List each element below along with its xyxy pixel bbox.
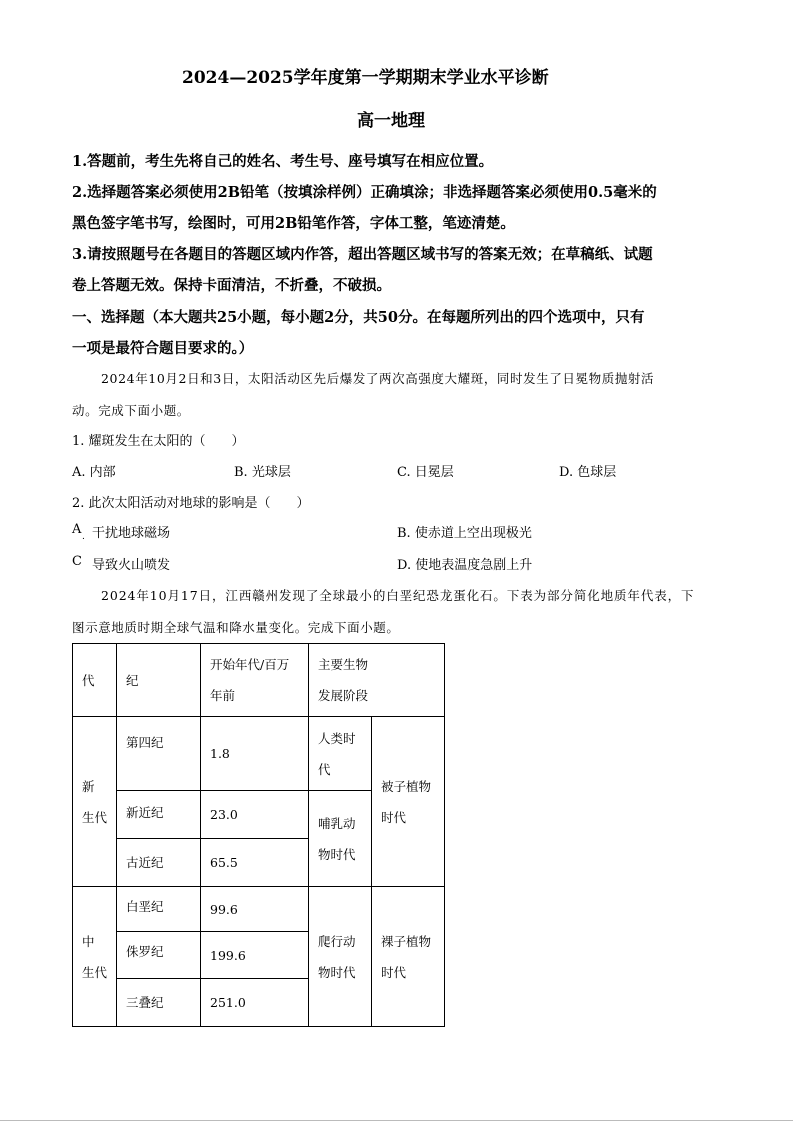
instruction-line: 黑色签字笔书写，绘图时，可用2B铅笔作答，字体工整，笔迹清楚。 <box>72 215 515 232</box>
table-row <box>73 887 445 932</box>
table-row <box>73 717 445 791</box>
bio-angiosperm <box>372 717 445 887</box>
q2-option-d: D. 使地表温度急剧上升 <box>397 558 533 573</box>
era-mesozoic-l1: 中 <box>82 933 95 949</box>
header-era: 代 <box>73 644 117 717</box>
header-start-l2: 年前 <box>210 688 236 703</box>
instruction-line: 卷上答题无效。保持卡面清洁，不折叠，不破损。 <box>72 277 391 294</box>
period-cell: 新近纪 <box>117 791 201 839</box>
era-cenozoic-l2: 生代 <box>82 809 108 825</box>
q1-option-d: D. 色球层 <box>559 465 617 480</box>
period-cell: 三叠纪 <box>117 979 201 1027</box>
header-start-l1: 开始年代/百万 <box>210 657 290 672</box>
bio-gymno-l1: 裸子植物 <box>381 933 432 949</box>
start-cell: 1.8 <box>201 717 309 791</box>
passage-1-line-2: 动。完成下面小题。 <box>72 403 190 418</box>
q2-option-b: B. 使赤道上空出现极光 <box>397 526 532 541</box>
geologic-time-table <box>72 643 445 1027</box>
q2-option-c: 导致火山喷发 <box>92 558 171 573</box>
header-bio <box>309 644 445 717</box>
q1-option-a: A. 内部 <box>72 465 116 480</box>
page-bottom-rule <box>0 1120 793 1121</box>
bio-mammal-l2: 物时代 <box>318 846 356 862</box>
bio-mammal-l1: 哺乳动 <box>318 815 356 831</box>
q2-option-a-letter: A <box>72 522 82 537</box>
bio-reptile-l2: 物时代 <box>318 964 356 980</box>
bio-mammal <box>309 791 372 887</box>
section-heading: 一、选择题（本大题共25小题，每小题2分，共50分。在每题所列出的四个选项中，只有 <box>72 309 645 326</box>
bio-angio-l2: 时代 <box>381 809 407 825</box>
bio-human <box>309 717 372 791</box>
page-subtitle: 高一地理 <box>357 111 425 131</box>
section-heading-cont: 一项是最符合题目要求的。） <box>72 340 254 357</box>
era-cenozoic <box>73 717 117 887</box>
header-start <box>201 644 309 717</box>
start-cell: 65.5 <box>201 839 309 887</box>
passage-1-line-1: 2024年10月2日和3日，太阳活动区先后爆发了两次高强度大耀斑，同时发生了日冕物质抛射活 <box>101 371 655 386</box>
period-cell: 白垩纪 <box>117 887 201 932</box>
passage-2-line-2: 图示意地质时期全球气温和降水量变化。完成下面小题。 <box>72 620 400 635</box>
q1-option-c: C. 日冕层 <box>397 465 454 480</box>
bio-angio-l1: 被子植物 <box>381 778 432 794</box>
start-cell: 99.6 <box>201 887 309 932</box>
bio-reptile-l1: 爬行动 <box>318 933 356 949</box>
table-header-row <box>73 644 445 717</box>
instruction-line: 1.答题前，考生先将自己的姓名、考生号、座号填写在相应位置。 <box>72 153 494 170</box>
page-title: 2024—2025学年度第一学期期末学业水平诊断 <box>182 68 549 88</box>
period-cell: 侏罗纪 <box>117 932 201 979</box>
start-cell: 199.6 <box>201 932 309 979</box>
bio-gymnosperm <box>372 887 445 1027</box>
q2-option-a: 干扰地球磁场 <box>92 526 171 541</box>
instruction-line: 2.选择题答案必须使用2B铅笔（按填涂样例）正确填涂；非选择题答案必须使用0.5毫米的 <box>72 184 657 201</box>
question-1-stem: 1. 耀斑发生在太阳的（ ） <box>72 434 245 449</box>
bio-gymno-l2: 时代 <box>381 964 407 980</box>
q2-option-c-letter: C <box>72 554 82 569</box>
period-cell: 第四纪 <box>117 717 201 791</box>
era-cenozoic-l1: 新 <box>82 778 95 794</box>
instruction-line: 3.请按照题号在各题目的答题区域内作答，超出答题区域书写的答案无效；在草稿纸、试题 <box>72 246 653 263</box>
bio-reptile <box>309 887 372 1027</box>
q1-option-b: B. 光球层 <box>234 465 291 480</box>
era-mesozoic-l2: 生代 <box>82 964 108 980</box>
era-mesozoic <box>73 887 117 1027</box>
bio-human-l1: 人类时 <box>318 730 356 746</box>
q2-option-a-dot: . <box>82 532 85 542</box>
header-bio-l2: 发展阶段 <box>318 688 369 703</box>
passage-2-line-1: 2024年10月17日，江西赣州发现了全球最小的白垩纪恐龙蛋化石。下表为部分简化地质年代表，下 <box>101 588 695 603</box>
period-cell: 古近纪 <box>117 839 201 887</box>
start-cell: 251.0 <box>201 979 309 1027</box>
start-cell: 23.0 <box>201 791 309 839</box>
header-bio-l1: 主要生物 <box>318 657 369 672</box>
bio-human-l2: 代 <box>318 761 331 777</box>
header-period: 纪 <box>117 644 201 717</box>
question-2-stem: 2. 此次太阳活动对地球的影响是（ ） <box>72 496 310 511</box>
